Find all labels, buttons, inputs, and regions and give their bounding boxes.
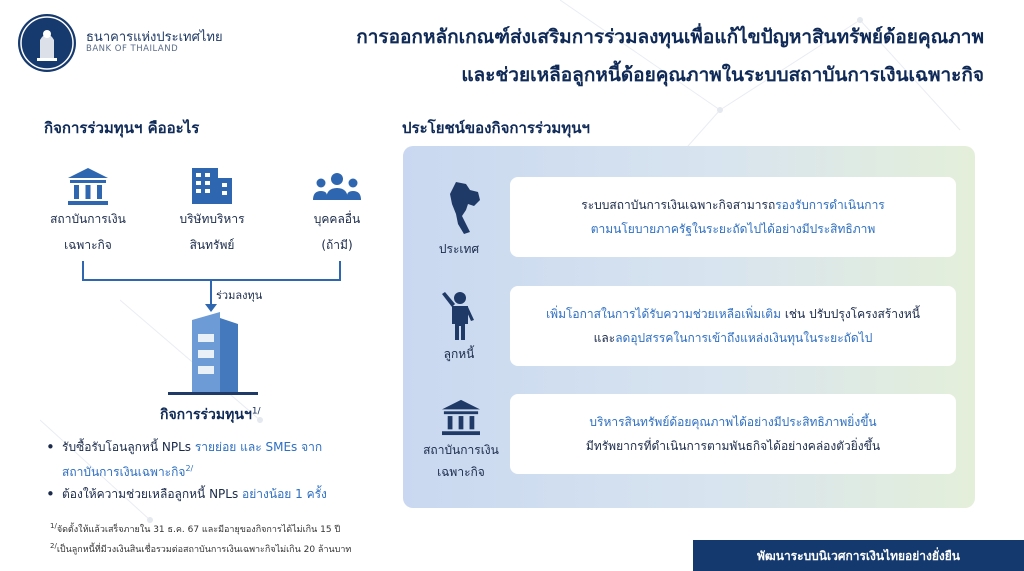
benefit-card-debtor [510,286,956,366]
entity-label-others: บุคคลอื่น (ถ้ามี) [313,212,361,252]
benefit-label-debtor: ลูกหนี้ [443,347,475,361]
jv-bullet-1: • รับซื้อรับโอนลูกหนี้ NPLs รายย่อย และ SMEs จาก สถาบันการเงินเฉพาะกิจ$^{2/}$ [46,436,376,483]
investment-bracket [82,261,341,281]
invest-label: ร่วมลงทุน [216,289,263,302]
bank-building-icon [440,398,482,436]
thailand-map-icon [444,180,484,236]
benefit-card-debtor-text: เพิ่มโอกาสในการได้รับความช่วยเหลือเพิ่มเติม เช่น ปรับปรุงโครงสร้างหนี้ และลดอุปสรรคในการเข้าถึงแหล่งเงินทุนในระยะถัดไป [546,307,920,345]
footnotes [50,518,351,558]
page-title-line1: การออกหลักเกณฑ์ส่งเสริมการร่วมลงทุนเพื่อแก้ไขปัญหาสินทรัพย์ด้อยคุณภาพ [356,26,984,48]
jv-title: กิจการร่วมทุนฯ$^{1/}$ [160,406,261,423]
benefits-heading: ประโยชน์ของกิจการร่วมทุนฯ [402,119,590,137]
benefit-label-country: ประเทศ [438,242,480,256]
person-waving-icon [438,290,482,342]
footer-text: พัฒนาระบบนิเวศการเงินไทยอย่างยั่งยืน [756,549,961,563]
bank-of-thailand-logo [18,14,76,72]
bank-building-icon [66,166,110,206]
footnote-1: $^{1/}$จัดตั้งให้แล้วเสร็จภายใน 31 ธ.ค. 67 และมีอายุของกิจการได้ไม่เกิน 15 ปี [50,522,341,535]
jv-bullets [46,436,376,505]
joint-venture-building-icon [176,310,250,392]
entity-label-amc: บริษัทบริหาร สินทรัพย์ [179,212,245,252]
footnote-2: $^{2/}$เป็นลูกหนี้ที่มีวงเงินสินเชื่อรวมต่อสถาบันการเงินเฉพาะกิจไม่เกิน 20 ล้านบาท [50,542,352,555]
bank-name-english: BANK OF THAILAND [86,44,179,54]
benefit-label-sfi: สถาบันการเงิน เฉพาะกิจ [423,443,499,479]
benefit-card-sfi [510,394,956,474]
page-title-line2: และช่วยเหลือลูกหนี้ด้อยคุณภาพในระบบสถาบันการเงินเฉพาะกิจ [461,64,984,86]
footer-banner [693,540,1024,571]
benefit-card-sfi-text: บริหารสินทรัพย์ด้อยคุณภาพได้อย่างมีประสิทธิภาพยิ่งขึ้น มีทรัพยากรที่ดำเนินการตามพันธกิจได้อย่างคล่องตัวยิ่งขึ้น [585,415,881,453]
people-group-icon [312,172,362,202]
jv-bullet-2: • ต้องให้ความช่วยเหลือลูกหนี้ NPLs อย่างน้อย 1 ครั้ง [46,483,376,505]
benefit-card-country-text: ระบบสถาบันการเงินเฉพาะกิจสามารถรองรับการดำเนินการ ตามนโยบายภาครัฐในระยะถัดไปได้อย่างมีประสิทธิภาพ [581,198,885,236]
benefit-card-country [510,177,956,257]
office-building-icon [190,166,234,206]
jv-definition-heading: กิจการร่วมทุนฯ คืออะไร [44,119,200,137]
building-base-line [168,392,258,395]
entity-label-sfi: สถาบันการเงิน เฉพาะกิจ [50,212,126,252]
bank-name-thai: ธนาคารแห่งประเทศไทย [86,30,223,45]
